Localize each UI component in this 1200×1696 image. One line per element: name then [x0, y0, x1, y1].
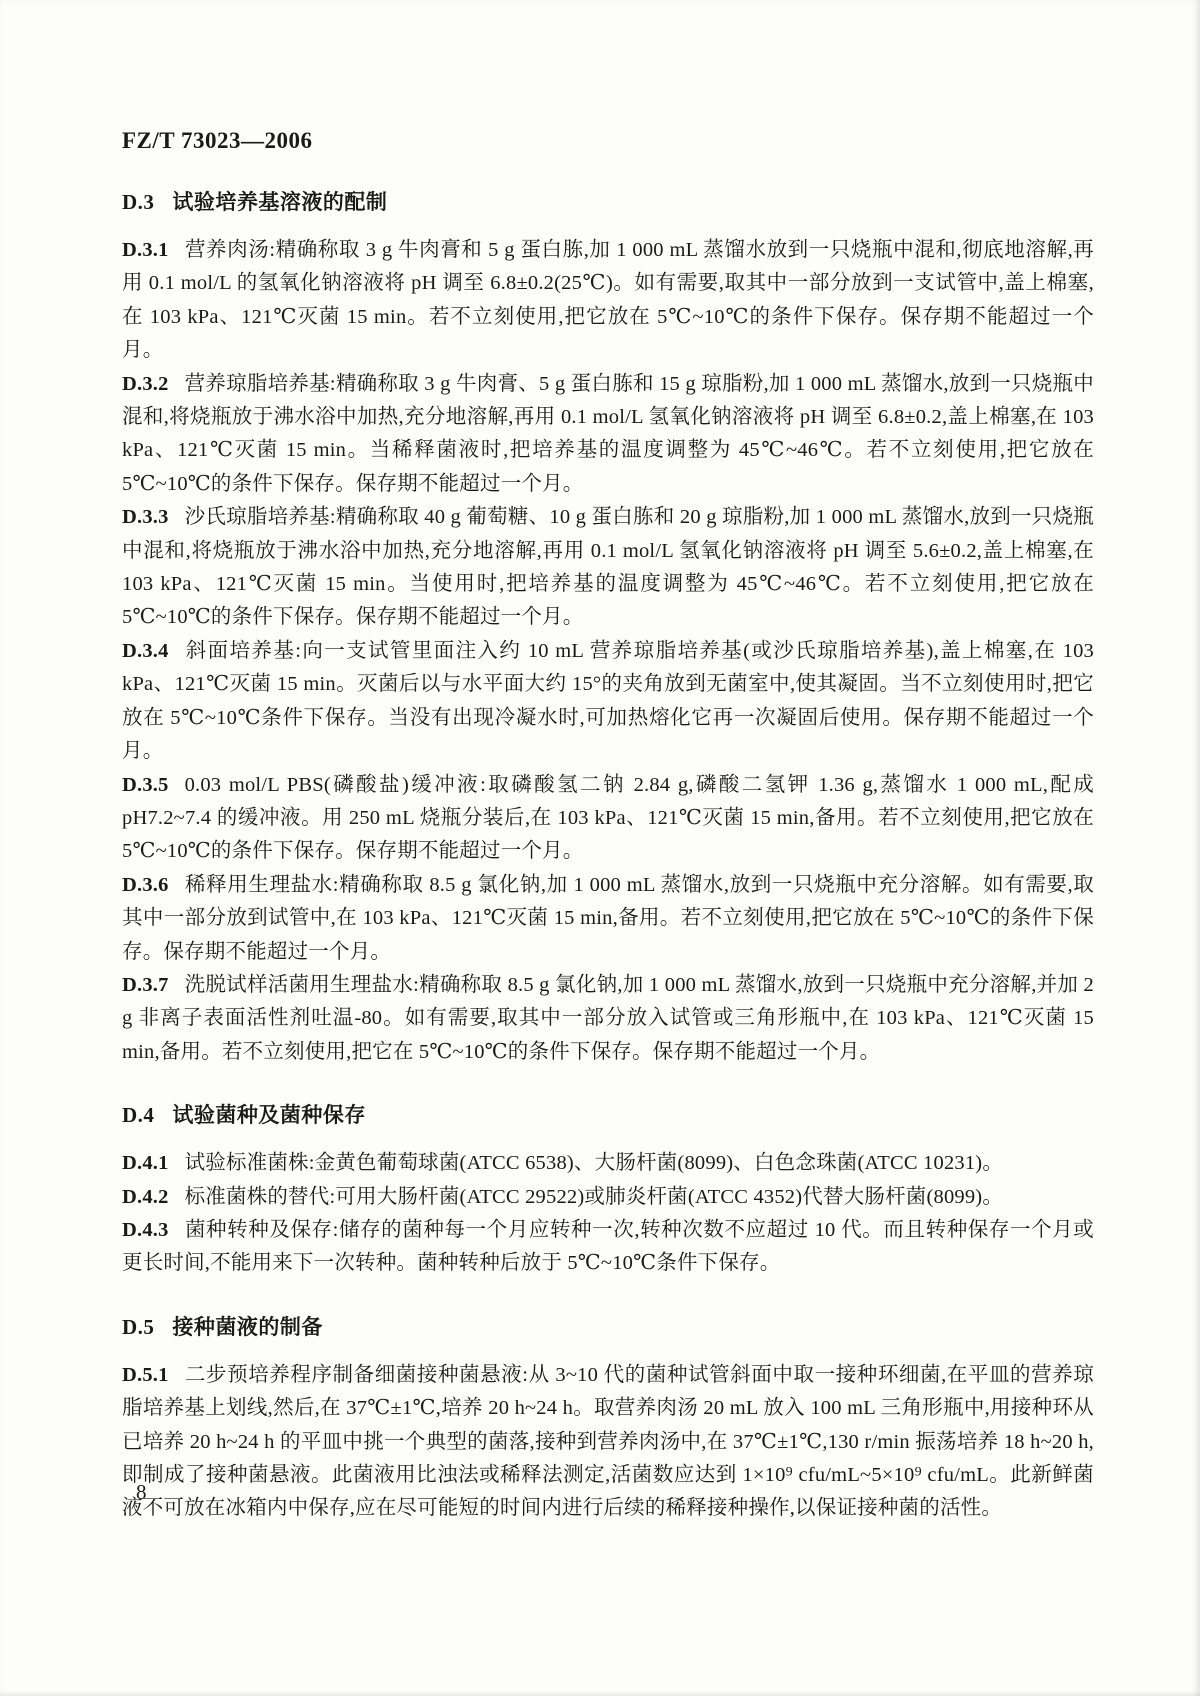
clause-text: 0.03 mol/L PBS(磷酸盐)缓冲液:取磷酸氢二钠 2.84 g,磷酸二氢钾 1.36 g,蒸馏水 1 000 mL,配成 pH7.2~7.4 的缓冲液。用 250 mL 烧瓶分装后,在 103 kPa、121℃灭菌 15 min,备用。若不立刻使用,把它放在 5℃~10℃的条件下保存。保存期不能超过一个月。	[122, 773, 1094, 863]
clause-number: D.3.1	[122, 239, 169, 261]
clause-number: D.3.5	[122, 773, 169, 796]
clause-text: 标准菌株的替代:可用大肠杆菌(ATCC 29522)或肺炎杆菌(ATCC 4352)代替大肠杆菌(8099)。	[184, 1185, 1004, 1208]
document-body	[122, 186, 1094, 1526]
clause-number: D.4.3	[122, 1218, 169, 1241]
clause-text: 营养琼脂培养基:精确称取 3 g 牛肉膏、5 g 蛋白胨和 15 g 琼脂粉,加 1 000 mL 蒸馏水,放到一只烧瓶中混和,将烧瓶放于沸水浴中加热,充分地溶解,再用 0.1 mol/L 氢氧化钠溶液将 pH 调至 6.8±0.2,盖上棉塞,在 103 kPa、121℃灭菌 15 min。当稀释菌液时,把培养基的温度调整为 45℃~46℃。若不立刻使用,把它放在 5℃~10℃的条件下保存。保存期不能超过一个月。	[122, 372, 1094, 495]
clause-d3-4	[122, 635, 1094, 769]
section-title: 试验培养基溶液的配制	[172, 190, 388, 214]
scan-edge-shadow	[0, 1690, 1200, 1696]
clause-d3-3	[122, 501, 1094, 635]
clause-number: D.4.2	[122, 1185, 169, 1208]
section-number: D.5	[122, 1314, 155, 1339]
clause-d3-2	[122, 368, 1094, 502]
clause-d4-2	[122, 1181, 1094, 1214]
clause-text: 菌种转种及保存:储存的菌种每一个月应转种一次,转种次数不应超过 10 代。而且转种保存一个月或更长时间,不能用来下一次转种。菌种转种后放于 5℃~10℃条件下保存。	[122, 1218, 1094, 1275]
section-heading-d4	[122, 1099, 1094, 1129]
clause-number: D.3.7	[122, 973, 169, 996]
clause-number: D.3.3	[122, 506, 169, 529]
section-title: 接种菌液的制备	[172, 1314, 323, 1339]
clause-d3-5	[122, 769, 1094, 869]
clause-text: 二步预培养程序制备细菌接种菌悬液:从 3~10 代的菌种试管斜面中取一接种环细菌,在平皿的营养琼脂培养基上划线,然后,在 37℃±1℃,培养 20 h~24 h。取营养肉汤 20 mL 放入 100 mL 三角形瓶中,用接种环从已培养 20 h~24 h 的平皿中挑一个典型的菌落,接种到营养肉汤中,在 37℃±1℃,130 r/min 振荡培养 18 h~20 h,即制成了接种菌悬液。此菌液用比浊法或稀释法测定,活菌数应达到 1×10⁹ cfu/mL~5×10⁹ cfu/mL。此新鲜菌液不可放在冰箱内中保存,应在尽可能短的时间内进行后续的稀释接种操作,以保证接种菌的活性。	[122, 1363, 1094, 1520]
scan-edge-shadow	[1192, 0, 1200, 1696]
section-heading-d3	[122, 186, 1094, 216]
clause-text: 试验标准菌株:金黄色葡萄球菌(ATCC 6538)、大肠杆菌(8099)、白色念珠菌(ATCC 10231)。	[184, 1152, 1004, 1175]
clause-number: D.4.1	[122, 1152, 169, 1175]
section-number: D.4	[122, 1103, 155, 1128]
clause-d4-1	[122, 1147, 1094, 1180]
clause-text: 斜面培养基:向一支试管里面注入约 10 mL 营养琼脂培养基(或沙氏琼脂培养基),盖上棉塞,在 103 kPa、121℃灭菌 15 min。灭菌后以与水平面大约 15°的夹角放到无菌室中,使其凝固。当不立刻使用时,把它放在 5℃~10℃条件下保存。当没有出现冷凝水时,可加热熔化它再一次凝固后使用。保存期不能超过一个月。	[122, 639, 1094, 763]
clause-d3-6	[122, 869, 1094, 969]
clause-number: D.3.2	[122, 372, 169, 395]
clause-d3-1	[122, 234, 1094, 368]
section-number: D.3	[122, 190, 155, 214]
clause-number: D.3.6	[122, 873, 169, 896]
clause-text: 稀释用生理盐水:精确称取 8.5 g 氯化钠,加 1 000 mL 蒸馏水,放到一只烧瓶中充分溶解。如有需要,取其中一部分放到试管中,在 103 kPa、121℃灭菌 15 min,备用。若不立刻使用,把它放在 5℃~10℃的条件下保存。保存期不能超过一个月。	[122, 873, 1094, 963]
clause-d5-1	[122, 1359, 1094, 1526]
clause-d3-7	[122, 969, 1094, 1069]
section-title: 试验菌种及菌种保存	[172, 1103, 366, 1128]
clause-number: D.5.1	[122, 1363, 169, 1386]
clause-d4-3	[122, 1214, 1094, 1281]
clause-text: 营养肉汤:精确称取 3 g 牛肉膏和 5 g 蛋白胨,加 1 000 mL 蒸馏水放到一只烧瓶中混和,彻底地溶解,再用 0.1 mol/L 的氢氧化钠溶液将 pH 调至 6.8±0.2(25℃)。如有需要,取其中一部分放到一支试管中,盖上棉塞,在 103 kPa、121℃灭菌 15 min。若不立刻使用,把它放在 5℃~10℃的条件下保存。保存期不能超过一个月。	[122, 239, 1094, 362]
clause-text: 洗脱试样活菌用生理盐水:精确称取 8.5 g 氯化钠,加 1 000 mL 蒸馏水,放到一只烧瓶中充分溶解,并加 2 g 非离子表面活性剂吐温-80。如有需要,取其中一部分放入试管或三角形瓶中,在 103 kPa、121℃灭菌 15 min,备用。若不立刻使用,把它在 5℃~10℃的条件下保存。保存期不能超过一个月。	[122, 973, 1094, 1063]
clause-number: D.3.4	[122, 639, 169, 662]
page-number: 8	[136, 1480, 147, 1504]
standard-code: FZ/T 73023—2006	[122, 128, 313, 153]
clause-text: 沙氏琼脂培养基:精确称取 40 g 葡萄糖、10 g 蛋白胨和 20 g 琼脂粉,加 1 000 mL 蒸馏水,放到一只烧瓶中混和,将烧瓶放于沸水浴中加热,充分地溶解,再用 0.1 mol/L 氢氧化钠溶液将 pH 调至 5.6±0.2,盖上棉塞,在 103 kPa、121℃灭菌 15 min。当使用时,把培养基的温度调整为 45℃~46℃。若不立刻使用,把它放在 5℃~10℃的条件下保存。保存期不能超过一个月。	[122, 506, 1094, 629]
section-heading-d5	[122, 1311, 1094, 1341]
